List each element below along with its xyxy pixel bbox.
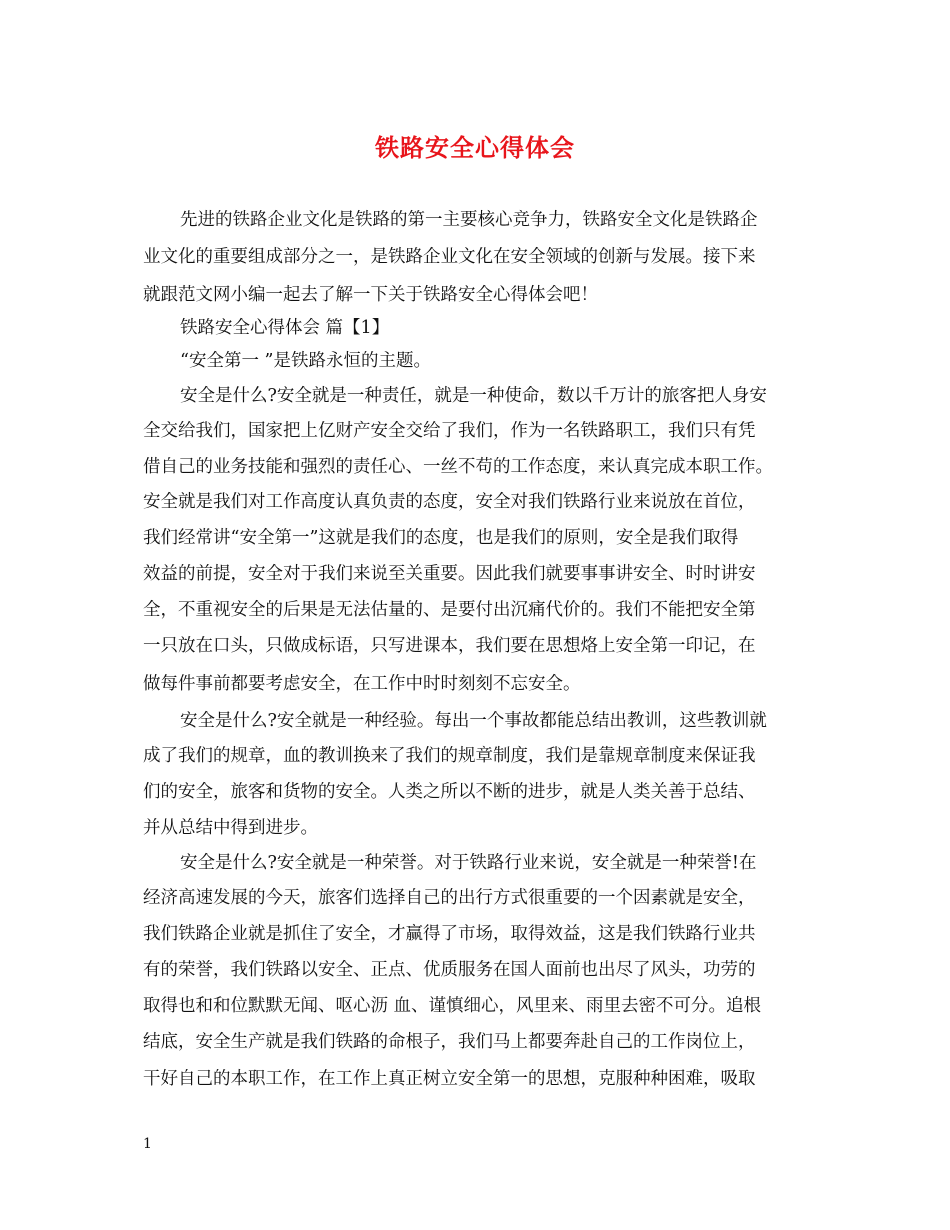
section-heading: 铁路安全心得体会 篇【1】 — [180, 318, 390, 338]
text-line: 安全是什么?安全就是一种荣誉。对于铁路行业来说，安全就是一种荣誉!在 — [180, 853, 757, 873]
text-line: 经济高速发展的今天，旅客们选择自己的出行方式很重要的一个因素就是安全， — [143, 888, 756, 908]
text-line: 安全就是我们对工作高度认真负责的态度，安全对我们铁路行业来说放在首位， — [143, 492, 756, 512]
text-line: 们的安全，旅客和货物的安全。人类之所以不断的进步，就是人类关善于总结、 — [143, 782, 756, 802]
text-line: 全交给我们，国家把上亿财产安全交给了我们，作为一名铁路职工，我们只有凭 — [143, 421, 756, 441]
text-line: 一只放在口头，只做成标语，只写进课本，我们要在思想烙上安全第一印记，在 — [143, 636, 756, 656]
text-line: 业文化的重要组成部分之一，是铁路企业文化在安全领域的创新与发展。接下来 — [143, 247, 756, 267]
text-line: 我们铁路企业就是抓住了安全，才赢得了市场，取得效益，这是我们铁路行业共 — [143, 924, 756, 944]
text-line: 有的荣誉，我们铁路以安全、正点、优质服务在国人面前也出尽了风头，功劳的 — [143, 960, 756, 980]
text-line: 取得也和和位默默无闻、呕心沥 血、谨慎细心，风里来、雨里去密不可分。追根 — [143, 996, 762, 1016]
text-line: 先进的铁路企业文化是铁路的第一主要核心竞争力，铁路安全文化是铁路企 — [180, 210, 758, 230]
text-line: 就跟范文网小编一起去了解一下关于铁路安全心得体会吧！ — [143, 285, 598, 305]
text-line: 成了我们的规章，血的教训换来了我们的规章制度，我们是靠规章制度来保证我 — [143, 746, 756, 766]
text-line: 做每件事前都要考虑安全，在工作中时时刻刻不忘安全。 — [143, 674, 581, 694]
text-line: “安全第一 ”是铁路永恒的主题。 — [180, 351, 431, 371]
text-line: 安全是什么?安全就是一种经验。每出一个事故都能总结出教训，这些教训就 — [180, 711, 767, 731]
page-number: 1 — [143, 1136, 152, 1152]
document-title: 铁路安全心得体会 — [375, 133, 575, 162]
text-line: 结底，安全生产就是我们铁路的命根子，我们马上都要奔赴自己的工作岗位上， — [143, 1032, 756, 1052]
text-line: 效益的前提，安全对于我们来说至关重要。因此我们就要事事讲安全、时时讲安 — [143, 564, 756, 584]
text-line: 干好自己的本职工作，在工作上真正树立安全第一的思想，克服种种困难，吸取 — [143, 1069, 756, 1089]
text-line: 并从总结中得到进步。 — [143, 818, 318, 838]
text-line: 安全是什么?安全就是一种责任，就是一种使命，数以千万计的旅客把人身安 — [180, 386, 767, 406]
text-line: 全，不重视安全的后果是无法估量的、是要付出沉痛代价的。我们不能把安全第 — [143, 600, 756, 620]
text-line: 借自己的业务技能和强烈的责任心、一丝不苟的工作态度，来认真完成本职工作。 — [143, 457, 773, 477]
text-line: 我们经常讲“安全第一”这就是我们的态度，也是我们的原则，安全是我们取得 — [143, 528, 739, 548]
